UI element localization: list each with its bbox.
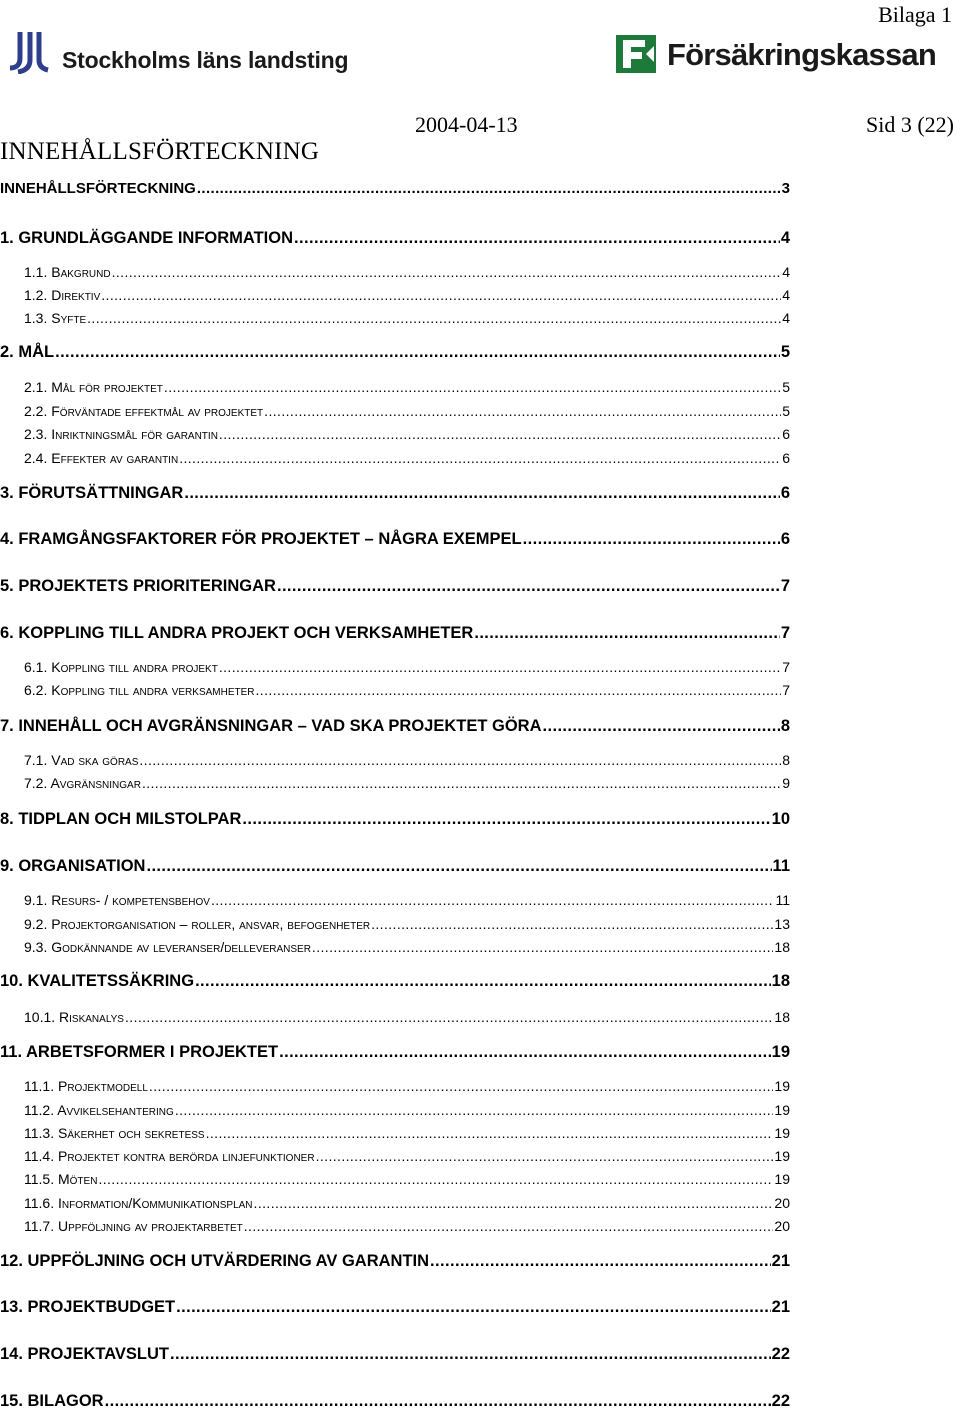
attachment-label: Bilaga 1 <box>878 2 952 27</box>
toc-entry[interactable]: 10. KVALITETSSÄKRING ..... 18 <box>0 972 790 991</box>
toc-entry[interactable]: 2.3. Inriktningsmål för garantin ..... 6 <box>24 426 790 442</box>
toc-entry[interactable]: 2. MÅL ..... 5 <box>0 343 790 362</box>
toc-entry[interactable]: 1.2. Direktiv ..... 4 <box>24 287 790 303</box>
toc-entry[interactable]: 13. PROJEKTBUDGET ..... 21 <box>0 1298 790 1317</box>
toc-entry[interactable]: 9.1. Resurs- / kompetensbehov ..... 11 <box>24 892 790 908</box>
fk-logo-text: Försäkringskassan <box>667 36 936 72</box>
toc-entry[interactable]: 12. UPPFÖLJNING OCH UTVÄRDERING AV GARANTIN ..... 21 <box>0 1252 790 1271</box>
toc-entry[interactable]: 9.2. Projektorganisation – roller, ansvar, befogenheter ..... 13 <box>24 916 790 932</box>
toc-entry[interactable]: 6. KOPPLING TILL ANDRA PROJEKT OCH VERKSAMHETER ..... 7 <box>0 624 790 643</box>
toc-entry[interactable]: INNEHÅLLSFÖRTECKNING ..... 3 <box>0 180 790 197</box>
toc-entry[interactable]: 4. FRAMGÅNGSFAKTORER FÖR PROJEKTET – NÅGRA EXEMPEL ..... 6 <box>0 530 790 549</box>
toc-entry[interactable]: 2.2. Förväntade effektmål av projektet ..... 5 <box>24 403 790 419</box>
toc-entry[interactable]: 2.4. Effekter av garantin ..... 6 <box>24 450 790 466</box>
toc-entry[interactable]: 1. GRUNDLÄGGANDE INFORMATION ..... 4 <box>0 229 790 248</box>
toc-entry[interactable]: 6.2. Koppling till andra verksamheter ..... 7 <box>24 682 790 698</box>
page-title: INNEHÅLLSFÖRTECKNING <box>0 138 320 165</box>
toc-entry[interactable]: 7.2. Avgränsningar ..... 9 <box>24 775 790 791</box>
page-number: Sid 3 (22) <box>866 112 954 137</box>
sll-logo-text: Stockholms läns landsting <box>62 47 349 73</box>
toc-entry[interactable]: 11.5. Möten ..... 19 <box>24 1171 790 1187</box>
toc-entry[interactable]: 11.7. Uppföljning av projektarbetet ..... 20 <box>24 1218 790 1234</box>
toc-entry[interactable]: 15. BILAGOR ..... 22 <box>0 1392 790 1411</box>
toc-entry[interactable]: 7. INNEHÅLL OCH AVGRÄNSNINGAR – VAD SKA PROJEKTET GÖRA ..... 8 <box>0 717 790 736</box>
toc-entry[interactable]: 11.1. Projektmodell ..... 19 <box>24 1078 790 1094</box>
toc-entry[interactable]: 14. PROJEKTAVSLUT ..... 22 <box>0 1345 790 1364</box>
toc-entry[interactable]: 7.1. Vad ska göras ..... 8 <box>24 752 790 768</box>
toc-entry[interactable]: 1.1. Bakgrund ..... 4 <box>24 264 790 280</box>
toc-entry[interactable]: 11. ARBETSFORMER I PROJEKTET ..... 19 <box>0 1043 790 1062</box>
toc-entry[interactable]: 11.6. Information/Kommunikationsplan ..... 20 <box>24 1195 790 1211</box>
toc-entry[interactable]: 8. TIDPLAN OCH MILSTOLPAR ..... 10 <box>0 810 790 829</box>
toc-entry[interactable]: 9. ORGANISATION ..... 11 <box>0 857 790 876</box>
toc-entry[interactable]: 5. PROJEKTETS PRIORITERINGAR ..... 7 <box>0 577 790 596</box>
toc-entry[interactable]: 9.3. Godkännande av leveranser/delleveranser ..... 18 <box>24 939 790 955</box>
toc-entry[interactable]: 11.4. Projektet kontra berörda linjefunktioner ..... 19 <box>24 1148 790 1164</box>
toc-entry[interactable]: 6.1. Koppling till andra projekt ..... 7 <box>24 659 790 675</box>
toc-entry[interactable]: 2.1. Mål för projektet ..... 5 <box>24 379 790 395</box>
toc-entry[interactable]: 1.3. Syfte ..... 4 <box>24 310 790 326</box>
toc-entry[interactable]: 3. FÖRUTSÄTTNINGAR ..... 6 <box>0 484 790 503</box>
toc-entry[interactable]: 10.1. Riskanalys ..... 18 <box>24 1009 790 1025</box>
document-date: 2004-04-13 <box>415 112 518 137</box>
toc-entry[interactable]: 11.2. Avvikelsehantering ..... 19 <box>24 1102 790 1118</box>
toc-entry[interactable]: 11.3. Säkerhet och sekretess ..... 19 <box>24 1125 790 1141</box>
